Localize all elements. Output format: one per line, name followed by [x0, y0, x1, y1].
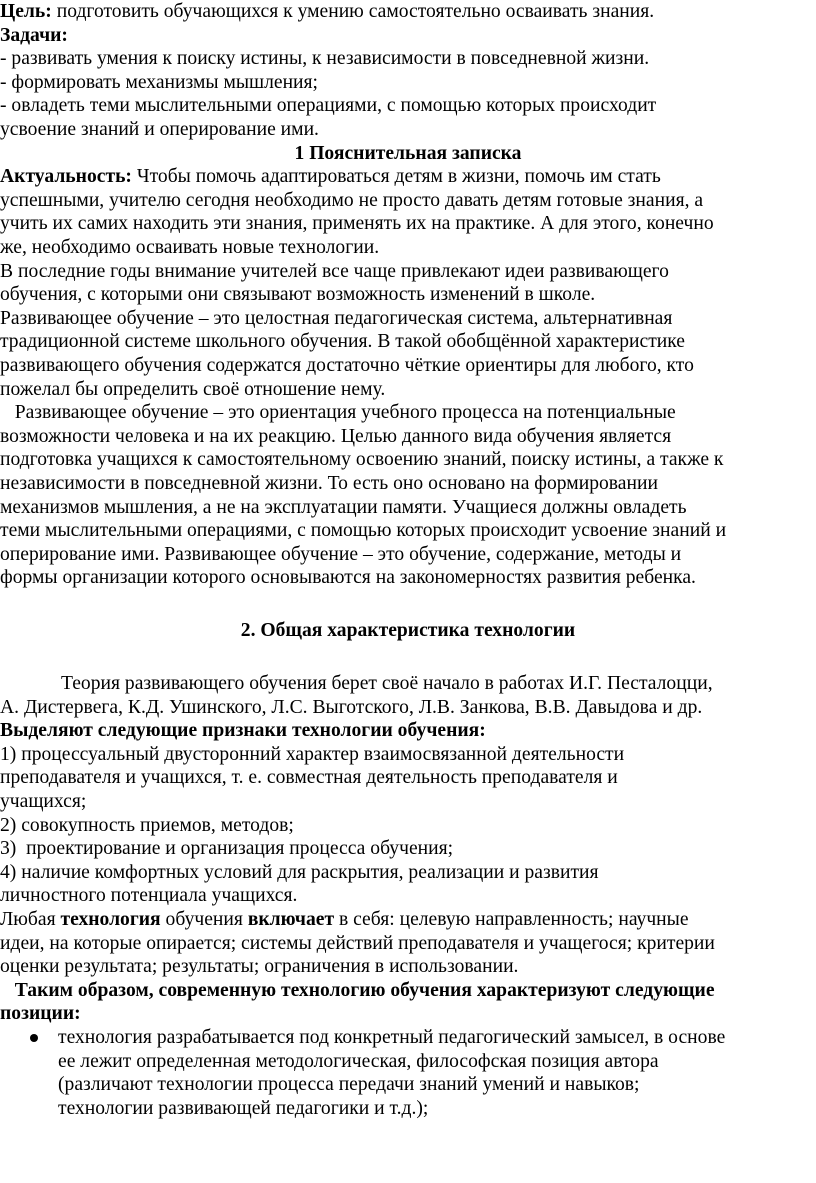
paragraph-line: Развивающее обучение – это ориентация учебного процесса на потенциальные	[0, 402, 676, 424]
section-2-title: 2. Общая характеристика технологии	[240, 620, 576, 641]
paragraph-line: успешными, учителю сегодня необходимо не просто давать детям готовые знания, а	[0, 189, 704, 211]
sign-item: 3) проектирование и организация процесса обучения;	[0, 838, 454, 860]
paragraph-line: пожелал бы определить своё отношение нему.	[0, 378, 386, 400]
paragraph-line: независимости в повседневной жизни. То есть оно основано на формировании	[0, 473, 658, 494]
sign-item: личностного потенциала учащихся.	[0, 885, 298, 907]
paragraph-line: В последние годы внимание учителей все чаще привлекают идеи развивающего	[0, 260, 669, 282]
paragraph-line: формы организации которого основываются на закономерностях развития ребенка.	[0, 567, 696, 589]
task-item: - овладеть теми мыслительными операциями, с помощью которых происходит	[0, 95, 657, 117]
bullet-line: ее лежит определенная методологическая, философская позиция автора	[58, 1050, 659, 1072]
paragraph-line: традиционной системе школьного обучения. В такой обобщённой характеристике	[0, 331, 685, 353]
bullet-line: технологии развивающей педагогики и т.д.);	[58, 1097, 429, 1119]
task-item-continuation: усвоение знаний и оперирование ими.	[0, 119, 319, 140]
paragraph-line: Любая технология обучения включает в себя: целевую направленность; научные	[0, 909, 689, 930]
tasks-heading: Задачи:	[0, 24, 68, 46]
paragraph-line: механизмов мышления, а не на эксплуатации памяти. Учащиеся должны овладеть	[0, 496, 687, 518]
intro-line: Теория развивающего обучения берет своё начало в работах И.Г. Песталоцци,	[61, 673, 713, 694]
sign-item: преподавателя и учащихся, т. е. совместная деятельность преподавателя и	[0, 767, 618, 789]
paragraph-line: развивающего обучения содержатся достаточно чёткие ориентиры для любого, кто	[0, 355, 694, 376]
bullet-line: технология разрабатывается под конкретный педагогический замысел, в основе	[58, 1027, 726, 1048]
sign-item: 1) процессуальный двусторонний характер взаимосвязанной деятельности	[0, 743, 625, 765]
paragraph-line: оперирование ими. Развивающее обучение – это обучение, содержание, методы и	[0, 543, 682, 565]
goal-label: Цель:	[0, 1, 52, 22]
paragraph-line: же, необходимо осваивать новые технологии.	[0, 237, 380, 258]
section-1-title: 1 Пояснительная записка	[294, 142, 522, 164]
paragraph-line: оценки результата; результаты; ограничения в использовании.	[0, 956, 519, 978]
signs-heading: Выделяют следующие признаки технологии обучения:	[0, 720, 486, 742]
paragraph-line: теми мыслительными операциями, с помощью которых происходит усвоение знаний и	[0, 520, 727, 542]
intro-line: А. Дистервега, К.Д. Ушинского, Л.С. Выготского, Л.В. Занкова, В.В. Давыдова и др.	[0, 696, 703, 718]
paragraph-line: Актуальность: Чтобы помочь адаптироваться детям в жизни, помочь им стать	[0, 166, 661, 188]
paragraph-line: учить их самих находить эти знания, применять их на практике. А для этого, конечно	[0, 213, 714, 235]
conclusion-line: Таким образом, современную технологию обучения характеризуют следующие	[0, 979, 715, 1001]
task-item: - развивать умения к поиску истины, к независимости в повседневной жизни.	[0, 48, 650, 70]
sign-item: учащихся;	[0, 791, 87, 812]
task-item: - формировать механизмы мышления;	[0, 71, 318, 93]
conclusion-line: позиции:	[0, 1003, 81, 1025]
paragraph-line: Развивающее обучение – это целостная педагогическая система, альтернативная	[0, 307, 673, 329]
sign-item: 2) совокупность приемов, методов;	[0, 814, 294, 836]
relevance-label: Актуальность:	[0, 166, 132, 188]
bullet-line: (различают технологии процесса передачи знаний умений и навыков;	[58, 1074, 640, 1096]
paragraph-line: подготовка учащихся к самостоятельному освоению знаний, поиску истины, а также к	[0, 449, 724, 471]
paragraph-line: возможности человека и на их реакцию. Целью данного вида обучения является	[0, 425, 672, 447]
bullet-icon	[30, 1034, 38, 1042]
sign-item: 4) наличие комфортных условий для раскрытия, реализации и развития	[0, 861, 599, 883]
goal-text: подготовить обучающихся к умению самостоятельно осваивать знания.	[51, 1, 655, 22]
paragraph-line: идеи, на которые опирается; системы действий преподавателя и учащегося; критерии	[0, 932, 715, 954]
goal-line	[0, 0, 654, 24]
paragraph-line: обучения, с которыми они связывают возможность изменений в школе.	[0, 284, 596, 306]
